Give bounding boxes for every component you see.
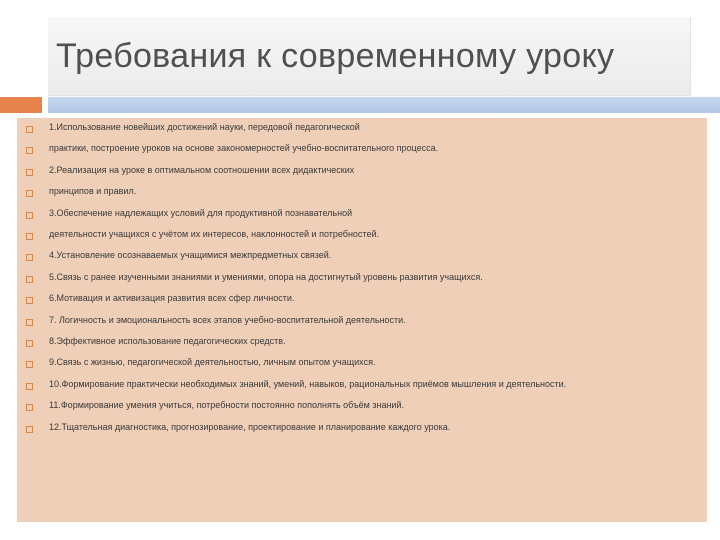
list-item-text: 8.Эффективное использование педагогических средств. <box>49 336 286 346</box>
list-item <box>17 269 707 290</box>
list-item-text: 5.Связь с ранее изученными знаниями и умениями, опора на достигнутый уровень развития учащихся. <box>49 271 483 282</box>
square-bullet-icon <box>26 383 33 390</box>
list-item <box>17 419 707 440</box>
list-item-text: 1.Использование новейших достижений науки, передовой педагогической <box>49 122 360 132</box>
list-item <box>17 226 707 247</box>
list-item <box>17 312 707 333</box>
square-bullet-icon <box>26 404 33 411</box>
square-bullet-icon <box>26 254 33 261</box>
square-bullet-icon <box>26 147 33 154</box>
list-item-text: 4.Установление осознаваемых учащимися межпредметных связей. <box>49 250 332 261</box>
list-item <box>17 140 707 161</box>
square-bullet-icon <box>26 297 33 304</box>
square-bullet-icon <box>26 361 33 368</box>
list-item-text: принципов и правил. <box>49 186 137 197</box>
list-item <box>17 162 707 183</box>
list-item-text: 12.Тщательная диагностика, прогнозирование, проектирование и планирование каждого урока. <box>49 421 451 432</box>
list-item <box>17 376 707 397</box>
square-bullet-icon <box>26 340 33 347</box>
content-box <box>17 118 707 522</box>
square-bullet-icon <box>26 319 33 326</box>
accent-bar-blue <box>48 97 720 113</box>
list-item <box>17 119 707 140</box>
list-item <box>17 183 707 204</box>
accent-bar-orange <box>0 97 42 113</box>
list-item-text: деятельности учащихся с учётом их интересов, наклонностей и потребностей. <box>49 229 379 239</box>
title-box <box>48 17 691 96</box>
square-bullet-icon <box>26 190 33 197</box>
square-bullet-icon <box>26 276 33 283</box>
list-item-text: 3.Обеспечение надлежащих условий для продуктивной познавательной <box>49 207 353 218</box>
list-item-text: 7. Логичность и эмоциональность всех этапов учебно-воспитательной деятельности. <box>49 314 406 325</box>
square-bullet-icon <box>26 212 33 219</box>
square-bullet-icon <box>26 426 33 433</box>
list-item-text: 11.Формирование умения учиться, потребности постоянно пополнять объём знаний. <box>49 400 404 411</box>
square-bullet-icon <box>26 126 33 133</box>
list-item-text: 10.Формирование практически необходимых знаний, умений, навыков, рациональных приёмов мышления и деятельности. <box>49 378 567 389</box>
list-item-text: практики, построение уроков на основе закономерностей учебно-воспитательного процесса. <box>49 143 439 154</box>
list-item <box>17 290 707 311</box>
list-item-text: 9.Связь с жизнью, педагогической деятельностью, личным опытом учащихся. <box>49 357 376 368</box>
slide-title: Требования к современному уроку <box>56 37 615 75</box>
list-item-text: 2.Реализация на уроке в оптимальном соотношении всех дидактических <box>49 164 355 175</box>
square-bullet-icon <box>26 169 33 176</box>
square-bullet-icon <box>26 233 33 240</box>
list-item <box>17 354 707 375</box>
list-item <box>17 247 707 268</box>
list-item <box>17 205 707 226</box>
list-item <box>17 333 707 354</box>
list-item <box>17 397 707 418</box>
list-item-text: 6.Мотивация и активизация развития всех сфер личности. <box>49 293 295 304</box>
